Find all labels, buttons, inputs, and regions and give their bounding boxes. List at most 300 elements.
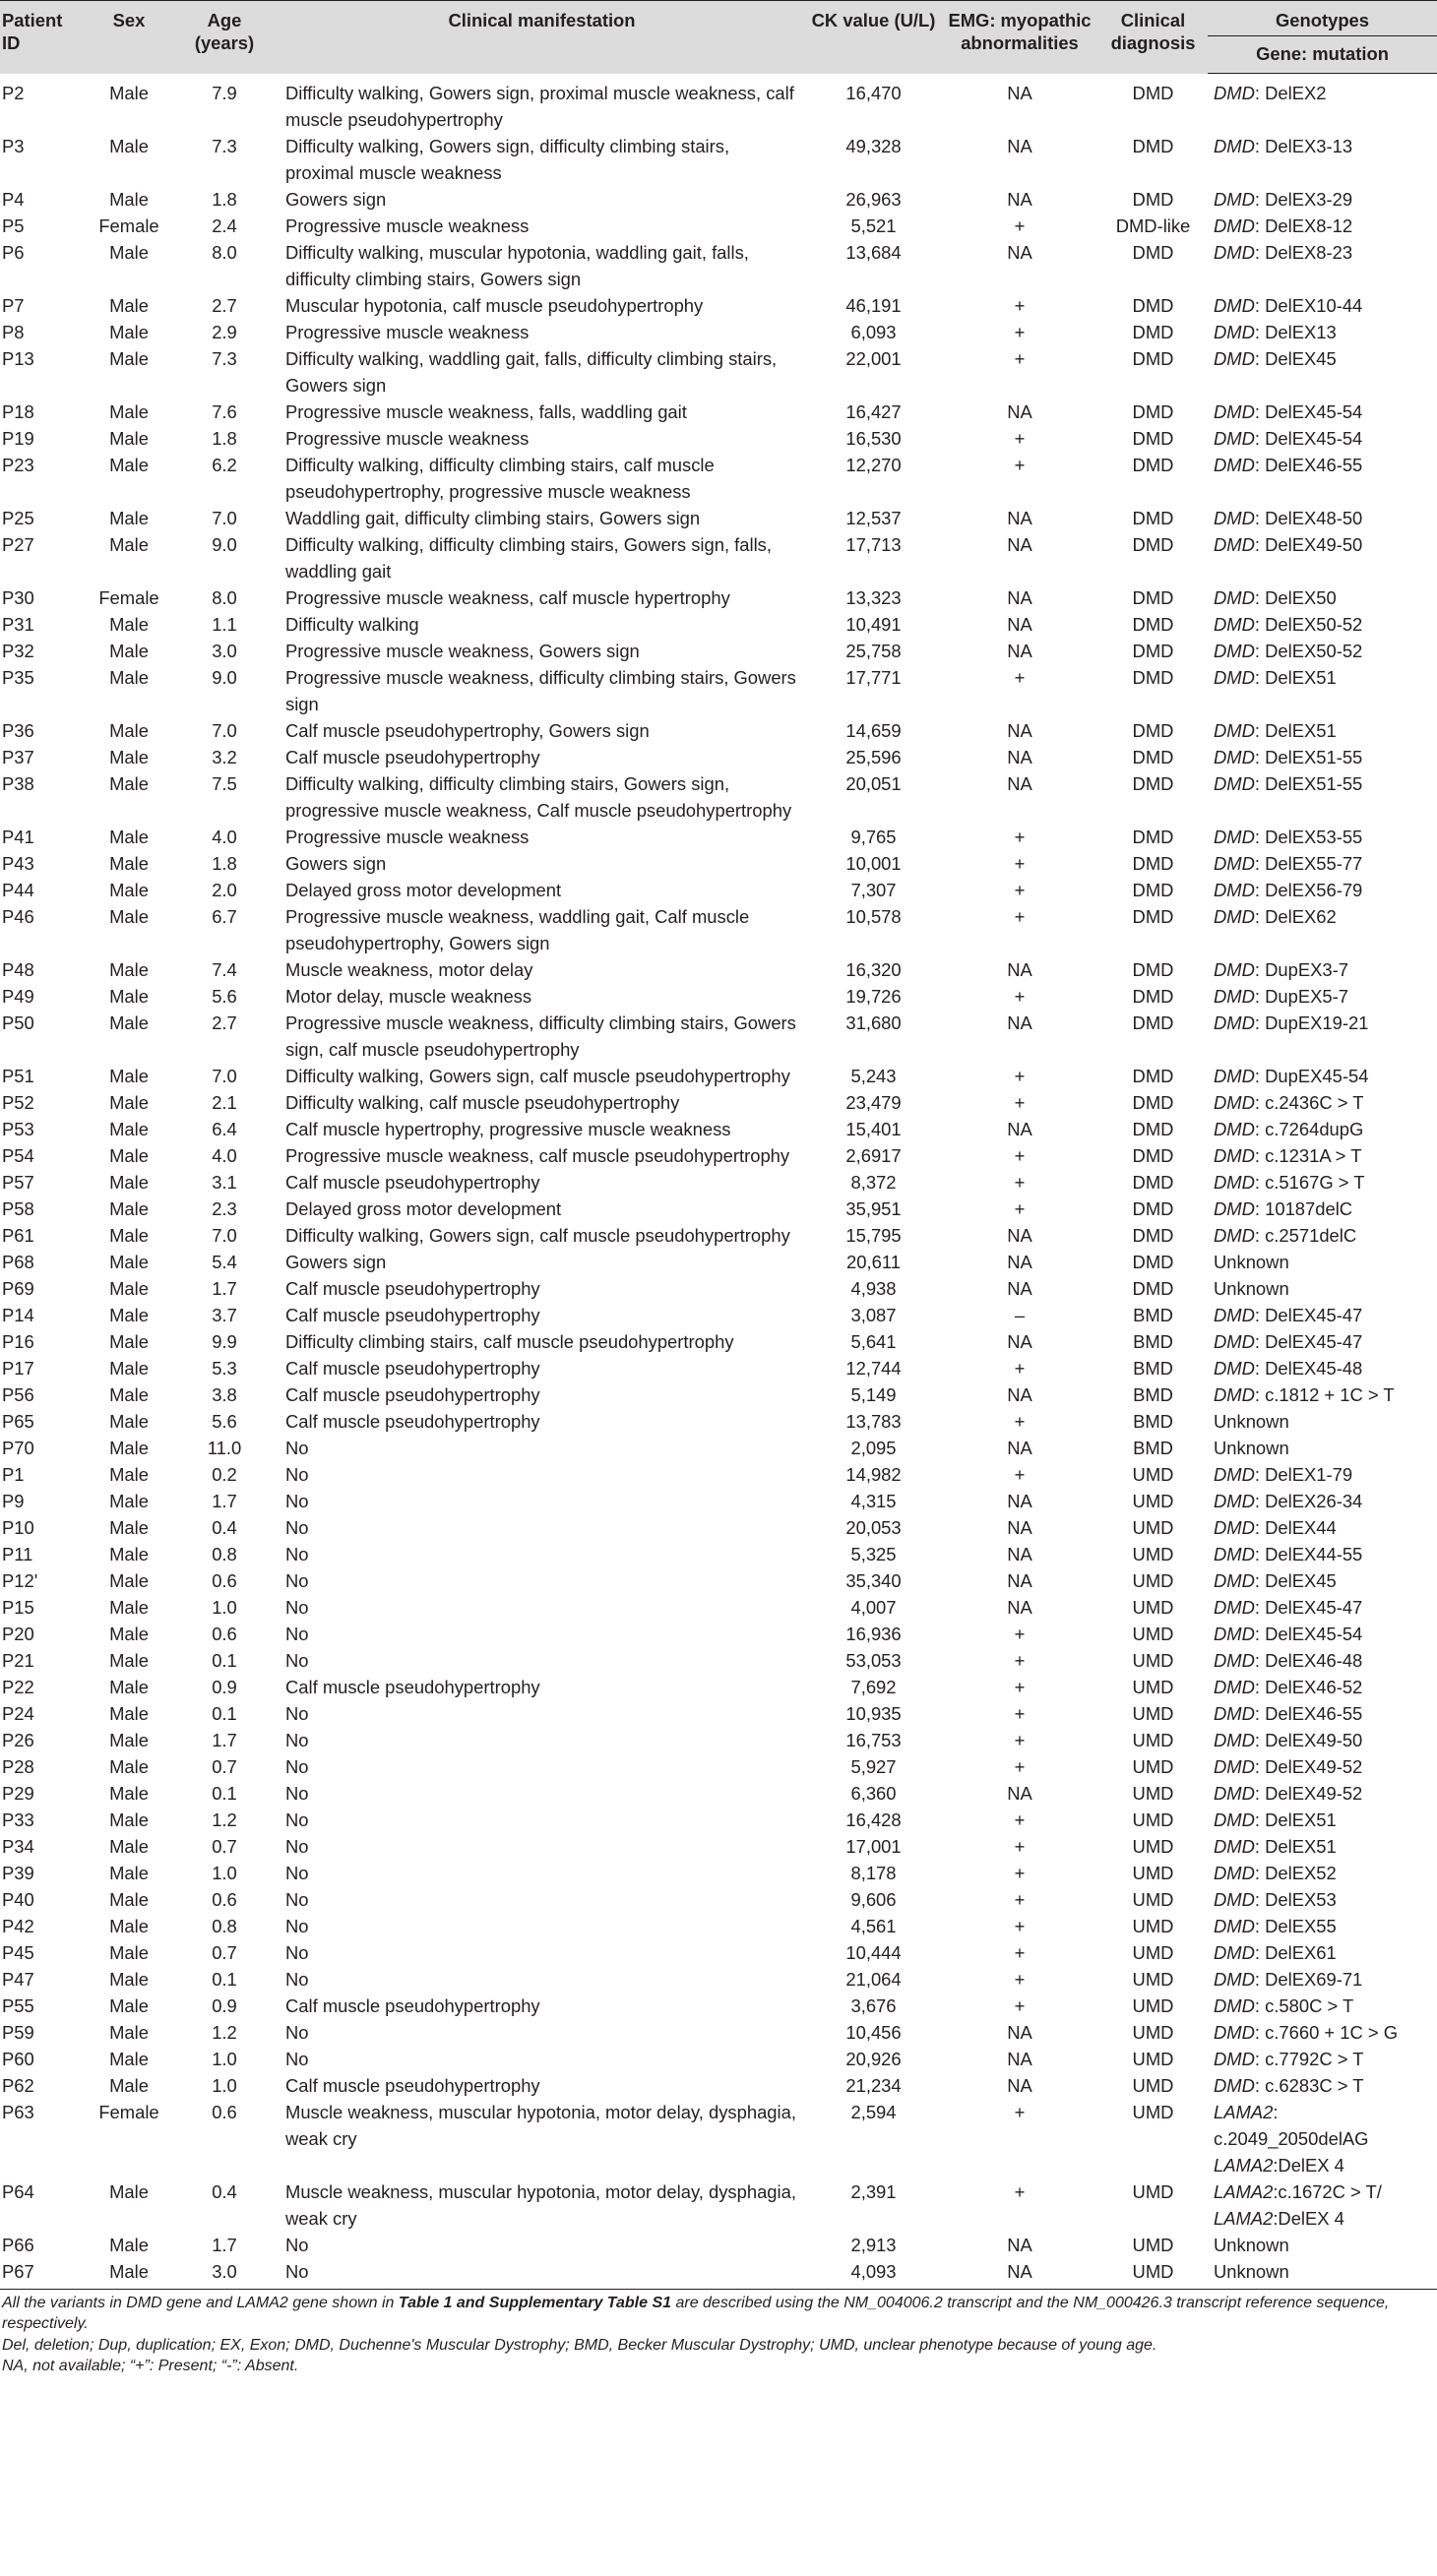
table-row <box>0 345 1437 399</box>
sex-cell: Male <box>109 1197 149 1219</box>
ck-value-cell: 2,6917 <box>845 1144 902 1166</box>
table-row <box>0 1886 1437 1913</box>
mutation-text: : DelEX51 <box>1254 1835 1337 1857</box>
clinical-diagnosis-cell: DMD <box>1132 586 1174 608</box>
sex-cell: Male <box>109 1596 149 1618</box>
table-row <box>0 1249 1437 1275</box>
clinical-manifestation-cell: Calf muscle pseudohypertrophy <box>285 1410 540 1432</box>
clinical-diagnosis-cell: UMD <box>1132 2180 1174 2202</box>
mutation-text: : DelEX8-23 <box>1254 241 1353 263</box>
emg-cell: + <box>1014 1171 1026 1193</box>
gene-mutation-cell <box>1208 2046 1437 2072</box>
sex-cell: Male <box>109 2048 149 2069</box>
mutation-text: :DelEX 4 <box>1273 2154 1344 2176</box>
emg-cell: NA <box>1007 613 1032 635</box>
table-row <box>0 1142 1437 1169</box>
patient-id-cell: P57 <box>2 1171 34 1193</box>
gene-mutation-cell <box>1208 1249 1437 1275</box>
age-cell: 2.7 <box>212 1012 237 1033</box>
patient-id-cell: P19 <box>2 427 34 449</box>
gene-name: DMD <box>1214 985 1255 1007</box>
clinical-manifestation-cell: Calf muscle pseudohypertrophy <box>285 1277 540 1299</box>
clinical-diagnosis-cell: DMD-like <box>1115 215 1191 236</box>
clinical-manifestation-cell: No <box>285 1516 309 1538</box>
gene-mutation-cell <box>1208 1302 1437 1328</box>
header-clinical-manifestation: Clinical manifestation <box>278 1 806 74</box>
emg-cell: NA <box>1007 1251 1032 1272</box>
clinical-diagnosis-cell: DMD <box>1132 1224 1174 1246</box>
gene-name: DMD <box>1214 1304 1255 1325</box>
sex-cell: Male <box>109 640 149 661</box>
mutation-text: : DelEX45-54 <box>1254 1623 1363 1644</box>
gene-mutation-cell <box>1208 1169 1437 1196</box>
emg-cell: NA <box>941 2258 1098 2290</box>
clinical-manifestation-cell: Difficulty walking, Gowers sign, difficulty climbing stairs, proximal muscle weakness <box>285 135 730 183</box>
clinical-diagnosis-cell: UMD <box>1132 1994 1174 2016</box>
gene-mutation-cell <box>1208 1541 1437 1567</box>
header-clinical-diagnosis: Clinical diagnosis <box>1098 1 1208 74</box>
gene-mutation-cell <box>1208 824 1437 850</box>
table-row <box>0 956 1437 983</box>
clinical-diagnosis-cell: BMD <box>1133 1437 1173 1458</box>
clinical-diagnosis-cell: DMD <box>1132 82 1174 103</box>
clinical-diagnosis-cell: DMD <box>1132 1065 1174 1086</box>
table-row <box>0 1939 1437 1966</box>
patient-id-cell: P38 <box>2 772 34 794</box>
patient-id-cell: P6 <box>2 241 25 263</box>
mutation-text: : DelEX51 <box>1254 666 1337 688</box>
sex-cell: Male <box>109 2180 149 2202</box>
table-row <box>0 531 1437 584</box>
header-patient-id: Patient ID <box>0 1 87 74</box>
mutation-text: :DelEX 4 <box>1273 2207 1344 2229</box>
gene-name: DMD <box>1214 1809 1255 1830</box>
mutation-text: : DelEX56-79 <box>1254 879 1363 900</box>
mutation-text: : DupEX5-7 <box>1254 985 1348 1007</box>
sex-cell: Male <box>109 879 149 900</box>
patient-id-cell: P41 <box>2 826 34 847</box>
age-cell: 0.2 <box>212 1463 237 1485</box>
age-cell: 3.0 <box>212 640 237 661</box>
mutation-text: : DelEX46-55 <box>1254 454 1363 475</box>
ck-value-cell: 14,982 <box>845 1463 902 1485</box>
clinical-manifestation-cell: Calf muscle pseudohypertrophy <box>285 2074 540 2096</box>
clinical-manifestation-cell: Difficulty climbing stairs, calf muscle pseudohypertrophy <box>285 1330 734 1352</box>
clinical-manifestation-cell: Difficulty walking, waddling gait, falls, difficulty climbing stairs, Gowers sign <box>285 347 778 396</box>
gene-name: DMD <box>1214 1197 1255 1219</box>
gene-mutation-cell <box>1208 744 1437 770</box>
age-cell: 0.8 <box>212 1543 237 1564</box>
clinical-manifestation-cell: Waddling gait, difficulty climbing stairs, Gowers sign <box>285 507 701 528</box>
patient-id-cell: P62 <box>2 2074 34 2096</box>
emg-cell: + <box>1014 1091 1026 1113</box>
clinical-manifestation-cell: Progressive muscle weakness, difficulty climbing stairs, Gowers sign, calf muscle pseudohypertrophy <box>285 1012 796 1060</box>
ck-value-cell: 10,491 <box>845 613 902 635</box>
gene-mutation-cell <box>1208 1807 1437 1833</box>
clinical-manifestation-cell: Motor delay, muscle weakness <box>285 985 532 1007</box>
gene-name: DMD <box>1214 1144 1255 1166</box>
ck-value-cell: 17,713 <box>845 533 902 555</box>
table-row <box>0 1833 1437 1860</box>
genotype-line <box>1214 2178 1437 2205</box>
sex-cell: Male <box>109 135 149 156</box>
ck-value-cell: 4,938 <box>850 1277 897 1299</box>
patient-id-cell: P22 <box>2 1676 34 1697</box>
clinical-diagnosis-cell: DMD <box>1132 135 1174 156</box>
gene-name: DMD <box>1214 1596 1255 1618</box>
mutation-text: : DelEX3-13 <box>1254 135 1353 156</box>
table-row <box>0 1966 1437 1993</box>
table-row <box>0 717 1437 744</box>
gene-mutation-cell <box>1208 1860 1437 1886</box>
mutation-text: : DelEX50-52 <box>1254 613 1363 635</box>
emg-cell: NA <box>1007 2074 1032 2096</box>
gene-name: DMD <box>1214 1569 1255 1591</box>
gene-mutation-cell <box>1208 1142 1437 1169</box>
clinical-diagnosis-cell: DMD <box>1132 294 1174 316</box>
gene-name: DMD <box>1214 1702 1255 1724</box>
clinical-diagnosis-cell: UMD <box>1132 1729 1174 1750</box>
mutation-text: : DelEX45-47 <box>1254 1330 1363 1352</box>
gene-name: DMD <box>1214 746 1255 767</box>
gene-mutation-cell <box>1208 2178 1437 2232</box>
mutation-text: : c.7264dupG <box>1254 1118 1364 1139</box>
age-cell: 1.8 <box>212 427 237 449</box>
clinical-diagnosis-cell: DMD <box>1132 852 1174 874</box>
ck-value-cell: 6,360 <box>850 1782 897 1804</box>
emg-cell: NA <box>1007 2021 1032 2043</box>
mutation-text: : DelEX1-79 <box>1254 1463 1353 1485</box>
age-cell: 7.0 <box>212 507 237 528</box>
ck-value-cell: 16,320 <box>845 958 902 980</box>
table-footnotes <box>0 2290 1437 2377</box>
table-row <box>0 319 1437 345</box>
sex-cell: Male <box>109 533 149 555</box>
ck-value-cell: 3,676 <box>850 1994 897 2016</box>
ck-value-cell: 16,427 <box>845 400 902 422</box>
sex-cell: Male <box>109 2021 149 2043</box>
patient-id-cell: P26 <box>2 1729 34 1750</box>
sex-cell: Male <box>109 1569 149 1591</box>
mutation-text: c.2049_2050delAG <box>1214 2127 1369 2149</box>
mutation-text: : DelEX46-52 <box>1254 1676 1363 1697</box>
gene-mutation-cell <box>1208 2019 1437 2046</box>
table-row <box>0 611 1437 638</box>
patient-id-cell: P1 <box>2 1463 25 1485</box>
age-cell: 7.0 <box>212 719 237 741</box>
mutation-text: : DelEX61 <box>1254 1941 1337 1963</box>
clinical-manifestation-cell: Muscle weakness, motor delay <box>285 958 533 980</box>
gene-mutation-cell <box>1208 425 1437 452</box>
table-row <box>0 1169 1437 1196</box>
table-row <box>0 2072 1437 2099</box>
sex-cell: Male <box>109 1915 149 1936</box>
gene-mutation-cell <box>1208 1753 1437 1780</box>
mutation-text: : DupEX45-54 <box>1254 1065 1369 1086</box>
emg-cell: + <box>1014 1702 1026 1724</box>
emg-cell: + <box>1014 1729 1026 1750</box>
table-row <box>0 399 1437 425</box>
gene-mutation-cell <box>1208 1700 1437 1727</box>
clinical-diagnosis-cell: DMD <box>1132 640 1174 661</box>
table-row <box>0 850 1437 877</box>
clinical-diagnosis-cell: DMD <box>1132 719 1174 741</box>
mutation-text: : DelEX44-55 <box>1254 1543 1363 1564</box>
table-row <box>0 2258 1437 2290</box>
emg-cell: NA <box>1007 82 1032 103</box>
footnote-transcripts <box>2 2293 1435 2335</box>
clinical-manifestation-cell: Progressive muscle weakness, Gowers sign <box>285 640 640 661</box>
clinical-manifestation-cell: No <box>285 1623 309 1644</box>
gene-mutation-cell <box>1208 1275 1437 1302</box>
mutation-text: : DelEX51 <box>1254 1809 1337 1830</box>
ck-value-cell: 10,444 <box>845 1941 902 1963</box>
patient-id-cell: P4 <box>2 188 25 210</box>
patient-id-cell: P11 <box>2 1543 33 1564</box>
mutation-text: : DelEX52 <box>1254 1862 1337 1883</box>
patient-id-cell: P18 <box>2 400 34 422</box>
clinical-manifestation-cell: Progressive muscle weakness <box>285 321 530 342</box>
emg-cell: NA <box>1007 1330 1032 1352</box>
table-row <box>0 1860 1437 1886</box>
emg-cell: + <box>1014 1463 1026 1485</box>
gene-name: DMD <box>1214 188 1255 210</box>
table-row <box>0 1222 1437 1249</box>
gene-name: DMD <box>1214 1888 1255 1910</box>
age-cell: 8.0 <box>212 241 237 263</box>
ck-value-cell: 9,606 <box>850 1888 897 1910</box>
ck-value-cell: 15,795 <box>845 1224 902 1246</box>
mutation-text: : DelEX45-47 <box>1254 1304 1363 1325</box>
age-cell: 0.6 <box>212 1623 237 1644</box>
patient-id-cell: P61 <box>2 1224 34 1246</box>
age-cell: 7.0 <box>212 1224 237 1246</box>
clinical-diagnosis-cell: UMD <box>1132 1490 1174 1511</box>
sex-cell: Male <box>109 826 149 847</box>
gene-name: LAMA2 <box>1214 2207 1274 2229</box>
emg-cell: NA <box>1007 719 1032 741</box>
gene-mutation-cell <box>1208 1461 1437 1488</box>
mutation-text: : c.7792C > T <box>1254 2048 1364 2069</box>
sex-cell: Male <box>109 321 149 342</box>
age-cell: 5.6 <box>212 1410 237 1432</box>
clinical-diagnosis-cell: BMD <box>1133 1304 1173 1325</box>
footnote-table-ref: Table 1 and Supplementary Table S1 <box>398 2294 672 2311</box>
clinical-manifestation-cell: No <box>285 2234 309 2255</box>
ck-value-cell: 16,753 <box>845 1729 902 1750</box>
clinical-manifestation-cell: No <box>285 1543 309 1564</box>
age-cell: 1.0 <box>212 1862 237 1883</box>
patient-id-cell: P69 <box>2 1277 34 1299</box>
gene-mutation-cell <box>1208 1328 1437 1355</box>
mutation-text: : c.1812 + 1C > T <box>1254 1383 1395 1405</box>
mutation-text: :c.1672C > T/ <box>1273 2180 1382 2202</box>
ck-value-cell: 22,001 <box>845 347 902 369</box>
patient-id-cell: P63 <box>2 2101 34 2122</box>
clinical-diagnosis-cell: DMD <box>1132 454 1174 475</box>
sex-cell: Male <box>109 1782 149 1804</box>
age-cell: 1.0 <box>212 1596 237 1618</box>
mutation-text: : DelEX69-71 <box>1254 1968 1363 1990</box>
age-cell: 3.2 <box>212 746 237 767</box>
mutation-text: : c.2571delC <box>1254 1224 1357 1246</box>
ck-value-cell: 5,641 <box>850 1330 897 1352</box>
age-cell: 1.7 <box>212 1277 237 1299</box>
gene-mutation-cell <box>1208 1089 1437 1116</box>
gene-mutation-cell <box>1208 452 1437 505</box>
patient-id-cell: P3 <box>2 135 25 156</box>
age-cell: 7.4 <box>212 958 237 980</box>
mutation-text: : DelEX53-55 <box>1254 826 1363 847</box>
clinical-manifestation-cell: No <box>285 1888 309 1910</box>
table-row <box>0 1461 1437 1488</box>
emg-cell: NA <box>1007 1277 1032 1299</box>
clinical-manifestation-cell: Difficulty walking, calf muscle pseudohypertrophy <box>285 1091 680 1113</box>
ck-value-cell: 17,001 <box>845 1835 902 1857</box>
gene-name: DMD <box>1214 666 1255 688</box>
clinical-manifestation-cell: Calf muscle pseudohypertrophy <box>285 1676 540 1697</box>
clinical-manifestation-cell: Progressive muscle weakness, calf muscle pseudohypertrophy <box>285 1144 790 1166</box>
clinical-manifestation-cell: No <box>285 1941 309 1963</box>
clinical-diagnosis-cell: UMD <box>1132 1543 1174 1564</box>
mutation-text: Unknown <box>1214 2234 1289 2255</box>
sex-cell: Male <box>109 1171 149 1193</box>
patient-id-cell: P42 <box>2 1915 34 1936</box>
gene-mutation-cell <box>1208 1780 1437 1807</box>
emg-cell: NA <box>1007 1490 1032 1511</box>
emg-cell: + <box>1014 1968 1026 1990</box>
ck-value-cell: 8,178 <box>850 1862 897 1883</box>
patient-id-cell: P24 <box>2 1702 34 1724</box>
gene-mutation-cell <box>1208 1435 1437 1461</box>
table-row <box>0 74 1437 133</box>
clinical-manifestation-cell: No <box>285 1463 309 1485</box>
ck-value-cell: 16,936 <box>845 1623 902 1644</box>
clinical-manifestation-cell: Delayed gross motor development <box>285 879 562 900</box>
clinical-manifestation-cell: No <box>285 1755 309 1777</box>
emg-cell: + <box>1014 1623 1026 1644</box>
header-emg: EMG: myopathic abnormalities <box>941 1 1098 74</box>
sex-cell: Male <box>109 454 149 475</box>
patient-id-cell: P14 <box>2 1304 34 1325</box>
emg-cell: + <box>1014 1357 1026 1379</box>
clinical-manifestation-cell: No <box>285 1596 309 1618</box>
gene-mutation-cell <box>1208 1063 1437 1089</box>
emg-cell: NA <box>1007 241 1032 263</box>
emg-cell: + <box>1014 454 1026 475</box>
clinical-manifestation-cell: Calf muscle pseudohypertrophy <box>285 746 540 767</box>
sex-cell: Male <box>109 1091 149 1113</box>
gene-name: DMD <box>1214 400 1255 422</box>
table-row <box>0 1302 1437 1328</box>
age-cell: 3.0 <box>171 2258 278 2290</box>
sex-cell: Male <box>109 1118 149 1139</box>
clinical-diagnosis-cell: DMD <box>1132 1251 1174 1272</box>
patient-id-cell: P29 <box>2 1782 34 1804</box>
gene-name: DMD <box>1214 321 1255 342</box>
gene-mutation-cell <box>1208 850 1437 877</box>
gene-mutation-cell <box>1208 1594 1437 1621</box>
gene-name: LAMA2 <box>1214 2101 1274 2122</box>
emg-cell: + <box>1014 347 1026 369</box>
ck-value-cell: 16,530 <box>845 427 902 449</box>
clinical-manifestation-cell: Difficulty walking, difficulty climbing stairs, Gowers sign, progressive muscle weakness, Calf muscle pseudohypertrophy <box>285 772 792 821</box>
clinical-manifestation-cell: Calf muscle pseudohypertrophy <box>285 1383 540 1405</box>
clinical-diagnosis-cell: UMD <box>1132 1649 1174 1671</box>
sex-cell: Male <box>109 1941 149 1963</box>
gene-mutation-cell <box>1208 770 1437 824</box>
age-cell: 0.1 <box>212 1968 237 1990</box>
ck-value-cell: 20,926 <box>845 2048 902 2069</box>
age-cell: 7.6 <box>212 400 237 422</box>
emg-cell: NA <box>1007 1569 1032 1591</box>
mutation-text: : c.2436C > T <box>1254 1091 1364 1113</box>
gene-mutation-cell <box>1208 638 1437 664</box>
gene-name: DMD <box>1214 241 1255 263</box>
table-row <box>0 824 1437 850</box>
clinical-manifestation-cell: Difficulty walking, difficulty climbing stairs, Gowers sign, falls, waddling gait <box>285 533 772 582</box>
patient-id-cell: P33 <box>2 1809 34 1830</box>
ck-value-cell: 4,561 <box>850 1915 897 1936</box>
gene-mutation-cell <box>1208 505 1437 531</box>
ck-value-cell: 46,191 <box>845 294 902 316</box>
patient-id-cell: P50 <box>2 1012 34 1033</box>
clinical-diagnosis-cell: DMD <box>1132 1144 1174 1166</box>
age-cell: 5.4 <box>212 1251 237 1272</box>
gene-mutation-cell <box>1208 1913 1437 1939</box>
clinical-manifestation-cell: Difficulty walking <box>285 613 419 635</box>
ck-value-cell: 6,093 <box>850 321 897 342</box>
sex-cell: Male <box>109 427 149 449</box>
gene-name: DMD <box>1214 1012 1255 1033</box>
sex-cell: Male <box>109 1729 149 1750</box>
table-body <box>0 74 1437 2290</box>
table-row <box>0 1381 1437 1408</box>
ck-value-cell: 20,053 <box>845 1516 902 1538</box>
patient-id-cell: P36 <box>2 719 34 741</box>
clinical-manifestation-cell: Progressive muscle weakness, calf muscle hypertrophy <box>285 586 730 608</box>
mutation-text: : DelEX46-55 <box>1254 1702 1363 1724</box>
mutation-text: : DelEX51 <box>1254 719 1337 741</box>
patient-id-cell: P46 <box>2 905 34 927</box>
gene-name: DMD <box>1214 1835 1255 1857</box>
sex-cell: Male <box>109 1357 149 1379</box>
clinical-diagnosis-cell: DMD <box>1132 427 1174 449</box>
table-row <box>0 1993 1437 2019</box>
clinical-manifestation-cell: Calf muscle pseudohypertrophy <box>285 1171 540 1193</box>
age-cell: 7.3 <box>212 347 237 369</box>
patient-id-cell: P37 <box>2 746 34 767</box>
age-cell: 0.6 <box>212 1888 237 1910</box>
gene-mutation-cell <box>1208 2072 1437 2099</box>
clinical-diagnosis-cell: DMD <box>1132 347 1174 369</box>
ck-value-cell: 9,765 <box>850 826 897 847</box>
age-cell: 1.7 <box>212 1729 237 1750</box>
table-row <box>0 638 1437 664</box>
gene-mutation-cell <box>1208 611 1437 638</box>
gene-name: DMD <box>1214 2048 1255 2069</box>
clinical-manifestation-cell: Gowers sign <box>285 188 387 210</box>
header-age: Age (years) <box>171 1 278 74</box>
sex-cell: Male <box>109 852 149 874</box>
ck-value-cell: 8,372 <box>850 1171 897 1193</box>
sex-cell: Male <box>109 1888 149 1910</box>
age-cell: 0.9 <box>212 1994 237 2016</box>
gene-name: LAMA2 <box>1214 2154 1274 2176</box>
age-cell: 4.0 <box>212 826 237 847</box>
table-row <box>0 877 1437 903</box>
age-cell: 3.8 <box>212 1383 237 1405</box>
